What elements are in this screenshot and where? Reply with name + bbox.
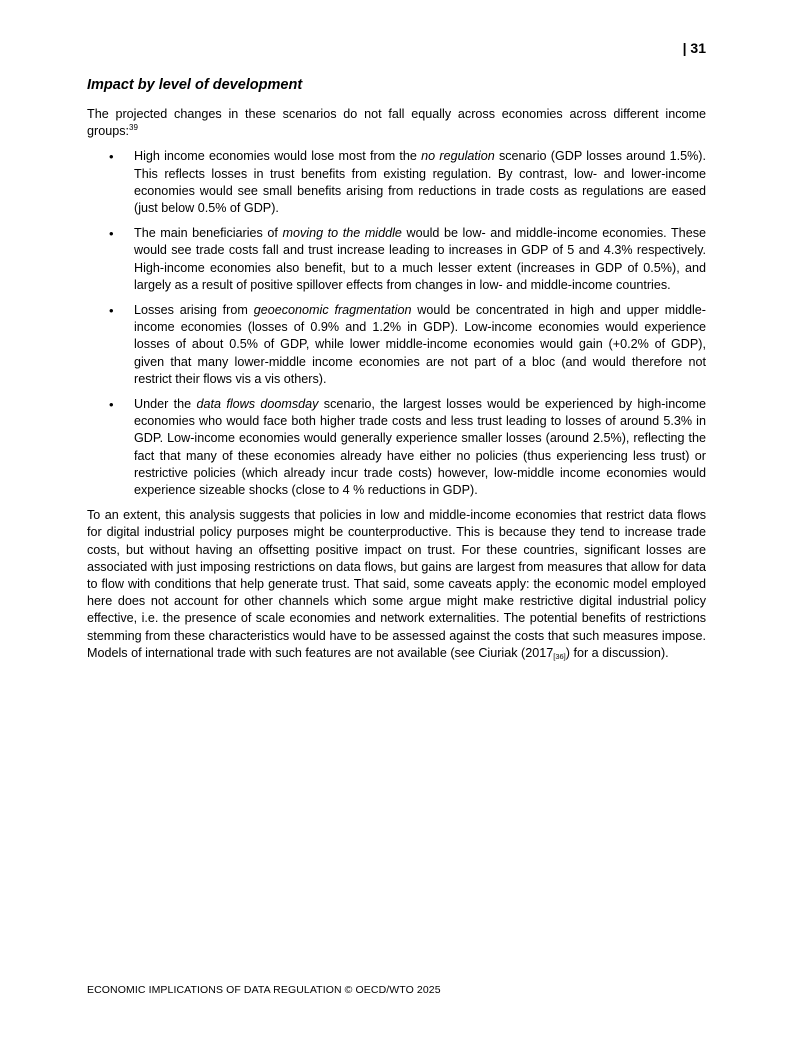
bullet-item-geoeconomic-fragmentation: • Losses arising from geoeconomic fragmentation would be concentrated in high and upper middle-income economies (losses of 0.9% and 1.2% in GDP). Low-income economies would experience losses of about 0.5% of GDP, while lower middle-income economies would gain (+0.2% of GDP), given that many lower-middle income economies are not part of a bloc (and would therefore not restrict their flows vis a vis others).	[134, 302, 706, 388]
bullet-item-data-flows-doomsday: • Under the data flows doomsday scenario, the largest losses would be experienced by high-income economies who would face both higher trade costs and less trust leading to losses of around 5.3% in GDP. Low-income economies would generally experience smaller losses (around 2.5%), reflecting the fact that many of these economies already have either no policies (thus experiencing less trust) or restrictive policies (which already incur trade costs) however, low-middle income economies would experience sizeable shocks (close to 4 % reductions in GDP).	[134, 396, 706, 499]
section-heading: Impact by level of development	[87, 77, 303, 93]
intro-text: The projected changes in these scenarios do not fall equally across economies across different income groups:	[87, 107, 706, 139]
intro-paragraph	[87, 106, 706, 140]
closing-tail: ) for a discussion).	[565, 645, 669, 660]
scenario-name: data flows doomsday	[196, 397, 319, 412]
page-footer: ECONOMIC IMPLICATIONS OF DATA REGULATION © OECD/WTO 2025	[87, 984, 441, 996]
closing-text: To an extent, this analysis suggests that policies in low and middle-income economies that restrict data flows for digital industrial policy purposes might be counterproductive. This is because they tend to increase trade costs, but without having an offsetting positive impact on trust. For these countries, significant losses are associated with just imposing restrictions on data flows, but gains are largest from measures that allow for data to flow with conditions that help generate trust. That said, some caveats apply: the economic model employed here does not account for other channels which some argue might make restrictive digital industrial policy effective, i.e. the presence of scale economies and network externalities. The potential benefits of restrictions stemming from these characteristics would have to be assessed against the costs that such measures impose. Models of international trade with such features are not available (see Ciuriak (2017	[87, 508, 706, 660]
bullet-item-moving-to-the-middle: • The main beneficiaries of moving to the middle would be low- and middle-income economies. These would see trade costs fall and trust increase leading to increases in GDP of 5 and 4.3% respectively. High-income economies also benefit, but to a much lesser extent (increases in GDP of 0.5%), and largely as a result of positive spillover effects from changes in low- and middle-income countries.	[134, 225, 706, 294]
bullet-item-no-regulation: • High income economies would lose most from the no regulation scenario (GDP losses around 1.5%). This reflects losses in trust benefits from existing regulation. By contrast, low- and lower-income economies would see small benefits arising from reductions in trade costs as regulations are eased (just below 0.5% of GDP).	[134, 148, 706, 217]
scenario-bullet-list	[87, 148, 706, 499]
main-content	[87, 77, 706, 662]
page-number: | 31	[682, 40, 706, 56]
footnote-marker[interactable]: 39	[129, 123, 138, 133]
scenario-name: geoeconomic fragmentation	[253, 303, 412, 318]
scenario-name: moving to the middle	[282, 226, 402, 241]
reference-link[interactable]: [36]	[553, 651, 566, 661]
scenario-name: no regulation	[421, 149, 495, 164]
closing-paragraph	[87, 507, 706, 662]
